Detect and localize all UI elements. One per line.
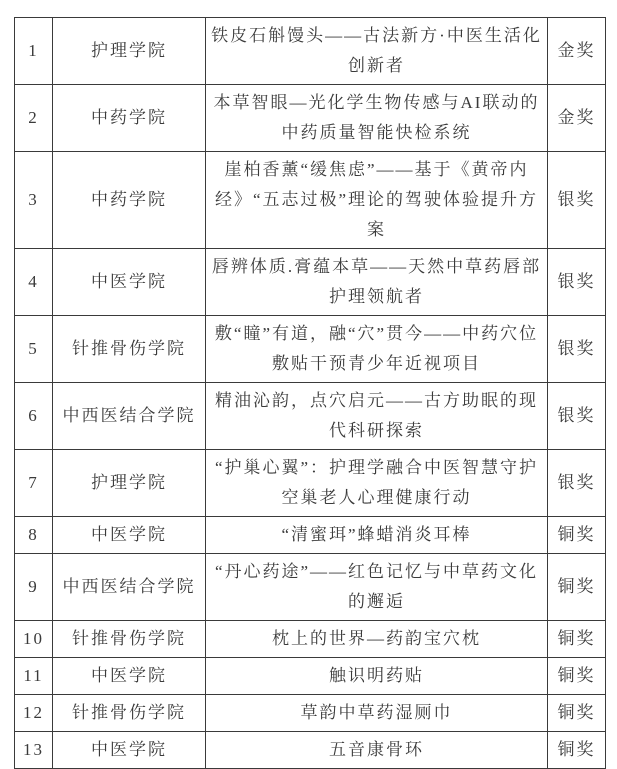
- table-row: [15, 621, 606, 658]
- table-row: [15, 18, 606, 85]
- college-cell: 中药学院: [53, 85, 206, 152]
- award-table-body: [15, 18, 606, 769]
- table-row: [15, 316, 606, 383]
- row-number-cell: 5: [15, 316, 53, 383]
- project-title-cell: “护巢心翼”：护理学融合中医智慧守护空巢老人心理健康行动: [206, 450, 548, 517]
- award-table: [14, 17, 606, 769]
- award-cell: 金奖: [548, 18, 606, 85]
- project-title-cell: “丹心药途”——红色记忆与中草药文化的邂逅: [206, 554, 548, 621]
- college-cell: 针推骨伤学院: [53, 695, 206, 732]
- college-cell: 中西医结合学院: [53, 383, 206, 450]
- college-cell: 中医学院: [53, 658, 206, 695]
- project-title-cell: “清蜜珥”蜂蜡消炎耳棒: [206, 517, 548, 554]
- row-number-cell: 2: [15, 85, 53, 152]
- table-row: [15, 517, 606, 554]
- project-title-cell: 枕上的世界—药韵宝穴枕: [206, 621, 548, 658]
- row-number-cell: 12: [15, 695, 53, 732]
- project-title-cell: 触识明药贴: [206, 658, 548, 695]
- college-cell: 针推骨伤学院: [53, 621, 206, 658]
- project-title-cell: 唇辨体质.膏蕴本草——天然中草药唇部护理领航者: [206, 249, 548, 316]
- table-row: [15, 249, 606, 316]
- table-row: [15, 85, 606, 152]
- row-number-cell: 10: [15, 621, 53, 658]
- project-title-cell: 精油沁韵，点穴启元——古方助眠的现代科研探索: [206, 383, 548, 450]
- table-row: [15, 695, 606, 732]
- table-row: [15, 732, 606, 769]
- row-number-cell: 11: [15, 658, 53, 695]
- table-row: [15, 658, 606, 695]
- college-cell: 中药学院: [53, 152, 206, 249]
- award-cell: 金奖: [548, 85, 606, 152]
- project-title-cell: 本草智眼—光化学生物传感与AI联动的中药质量智能快检系统: [206, 85, 548, 152]
- row-number-cell: 9: [15, 554, 53, 621]
- row-number-cell: 8: [15, 517, 53, 554]
- award-cell: 铜奖: [548, 517, 606, 554]
- college-cell: 护理学院: [53, 450, 206, 517]
- project-title-cell: 草韵中草药湿厕巾: [206, 695, 548, 732]
- college-cell: 中西医结合学院: [53, 554, 206, 621]
- project-title-cell: 崖柏香薰“缓焦虑”——基于《黄帝内经》“五志过极”理论的驾驶体验提升方案: [206, 152, 548, 249]
- award-cell: 银奖: [548, 383, 606, 450]
- award-cell: 铜奖: [548, 554, 606, 621]
- table-row: [15, 152, 606, 249]
- award-cell: 银奖: [548, 249, 606, 316]
- award-cell: 银奖: [548, 316, 606, 383]
- award-cell: 铜奖: [548, 658, 606, 695]
- table-row: [15, 383, 606, 450]
- table-row: [15, 450, 606, 517]
- award-cell: 铜奖: [548, 695, 606, 732]
- row-number-cell: 1: [15, 18, 53, 85]
- college-cell: 中医学院: [53, 517, 206, 554]
- row-number-cell: 6: [15, 383, 53, 450]
- project-title-cell: 五音康骨环: [206, 732, 548, 769]
- row-number-cell: 4: [15, 249, 53, 316]
- award-cell: 银奖: [548, 152, 606, 249]
- table-row: [15, 554, 606, 621]
- row-number-cell: 13: [15, 732, 53, 769]
- award-cell: 银奖: [548, 450, 606, 517]
- college-cell: 中医学院: [53, 732, 206, 769]
- row-number-cell: 3: [15, 152, 53, 249]
- college-cell: 针推骨伤学院: [53, 316, 206, 383]
- college-cell: 中医学院: [53, 249, 206, 316]
- award-cell: 铜奖: [548, 732, 606, 769]
- project-title-cell: 铁皮石斛馒头——古法新方·中医生活化创新者: [206, 18, 548, 85]
- college-cell: 护理学院: [53, 18, 206, 85]
- award-cell: 铜奖: [548, 621, 606, 658]
- row-number-cell: 7: [15, 450, 53, 517]
- project-title-cell: 敷“瞳”有道，融“穴”贯今——中药穴位敷贴干预青少年近视项目: [206, 316, 548, 383]
